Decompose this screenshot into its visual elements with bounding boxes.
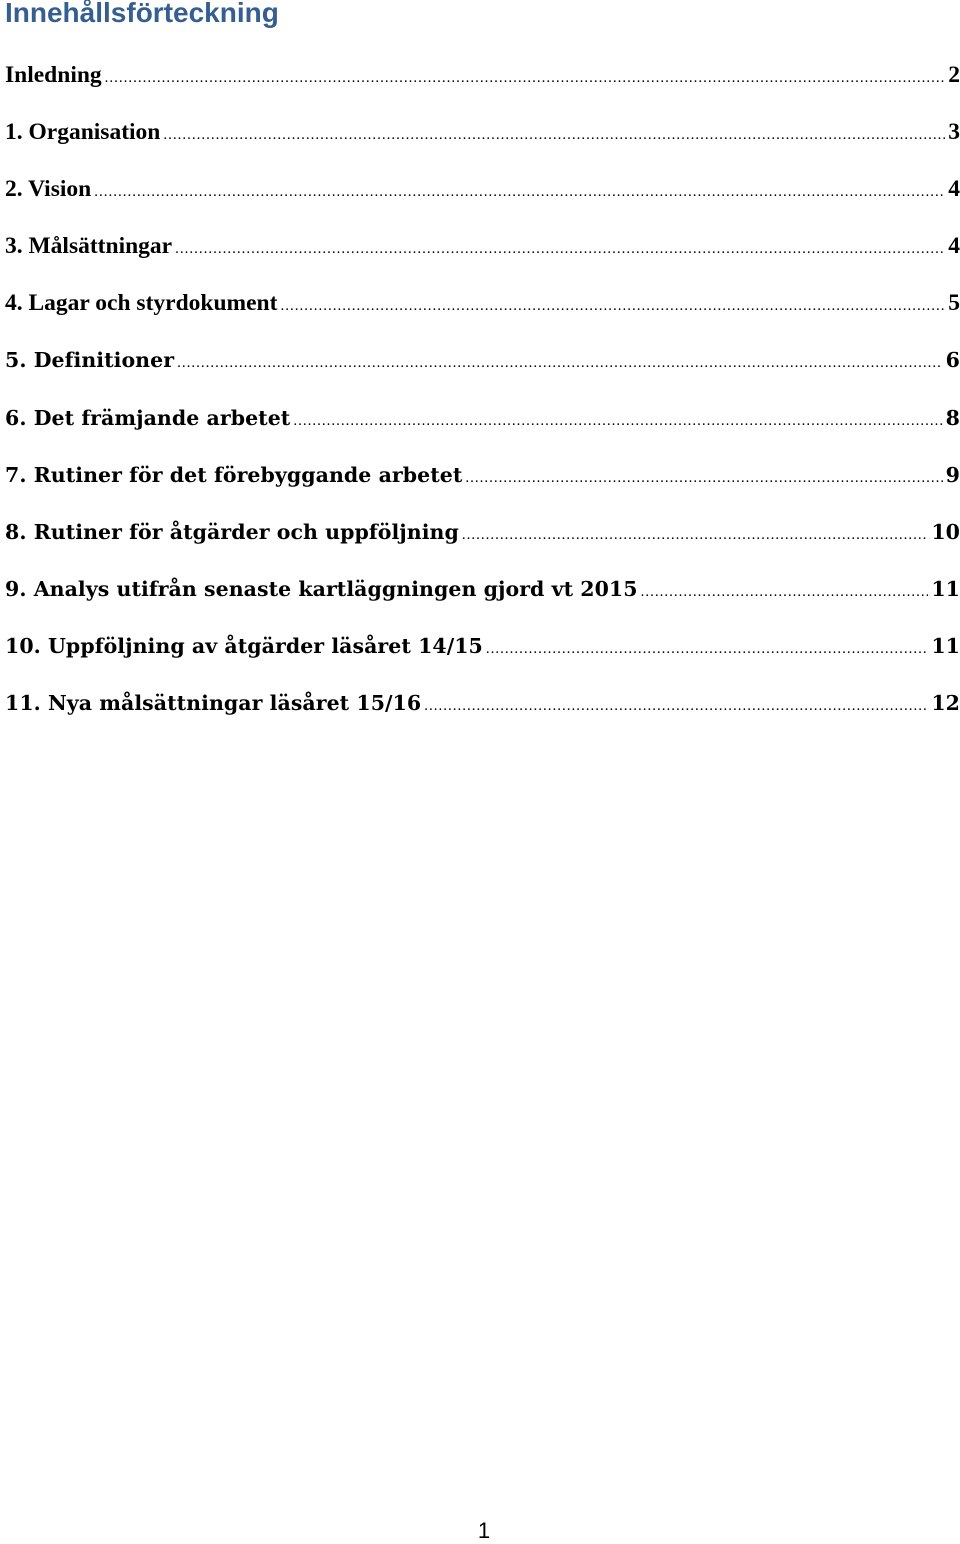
toc-entry-page: 10 <box>931 519 960 544</box>
toc-entry-label: 11. Nya målsättningar läsåret 15/16 <box>5 691 422 716</box>
dot-leader <box>293 402 942 440</box>
toc-entry-malsattningar[interactable] <box>5 227 960 284</box>
toc-entry-label: 7. Rutiner för det förebyggande arbetet <box>5 462 463 487</box>
dot-leader <box>462 516 928 554</box>
dot-leader <box>94 173 945 211</box>
toc-entry-page: 3 <box>948 119 960 146</box>
dot-leader <box>105 59 946 97</box>
dot-leader <box>465 459 942 497</box>
toc-entry-label: 10. Uppföljning av åtgärder läsåret 14/15 <box>5 633 483 658</box>
toc-entry-label: 4. Lagar och styrdokument <box>5 290 278 317</box>
toc-entry-page: 11 <box>931 633 960 658</box>
dot-leader <box>163 116 945 154</box>
toc-entry-organisation[interactable] <box>5 113 960 170</box>
toc-entry-page: 5 <box>948 290 960 317</box>
toc-entry-vision[interactable] <box>5 170 960 227</box>
toc-entry-rutiner-atgarder[interactable] <box>5 513 960 570</box>
toc-entry-uppfoljning[interactable] <box>5 627 960 684</box>
toc-entry-page: 6 <box>945 348 960 373</box>
toc-entry-det-framjande-arbetet[interactable] <box>5 399 960 456</box>
dot-leader <box>641 573 929 611</box>
toc-entry-label: 5. Definitioner <box>5 348 175 373</box>
page-number: 1 <box>477 1518 491 1543</box>
toc-entry-page: 9 <box>945 462 960 487</box>
toc-title: Innehållsförteckning <box>5 0 279 28</box>
dot-leader <box>424 687 928 725</box>
toc-entry-nya-malsattningar[interactable] <box>5 684 960 741</box>
toc-entry-analys[interactable] <box>5 570 960 627</box>
toc-entry-rutiner-forebyggande[interactable] <box>5 456 960 513</box>
toc-entry-label: 1. Organisation <box>5 119 161 146</box>
table-of-contents <box>5 56 960 741</box>
toc-entry-label: 6. Det främjande arbetet <box>5 405 291 430</box>
toc-entry-label: 2. Vision <box>5 176 92 203</box>
toc-entry-page: 11 <box>931 576 960 601</box>
toc-entry-definitioner[interactable] <box>5 341 960 398</box>
toc-entry-page: 12 <box>931 691 960 716</box>
toc-entry-page: 8 <box>945 405 960 430</box>
toc-entry-label: 9. Analys utifrån senaste kartläggningen gjord vt 2015 <box>5 576 638 601</box>
dot-leader <box>486 630 928 668</box>
toc-entry-inledning[interactable] <box>5 56 960 113</box>
toc-entry-page: 2 <box>948 62 960 88</box>
dot-leader <box>177 344 943 382</box>
dot-leader <box>280 287 945 325</box>
dot-leader <box>175 230 945 268</box>
toc-entry-label: 8. Rutiner för åtgärder och uppföljning <box>5 519 459 544</box>
toc-entry-page: 4 <box>948 176 960 203</box>
toc-entry-page: 4 <box>948 233 960 260</box>
toc-entry-label: Inledning <box>5 62 102 88</box>
toc-entry-label: 3. Målsättningar <box>5 233 173 260</box>
toc-entry-lagar-och-styrdokument[interactable] <box>5 284 960 341</box>
